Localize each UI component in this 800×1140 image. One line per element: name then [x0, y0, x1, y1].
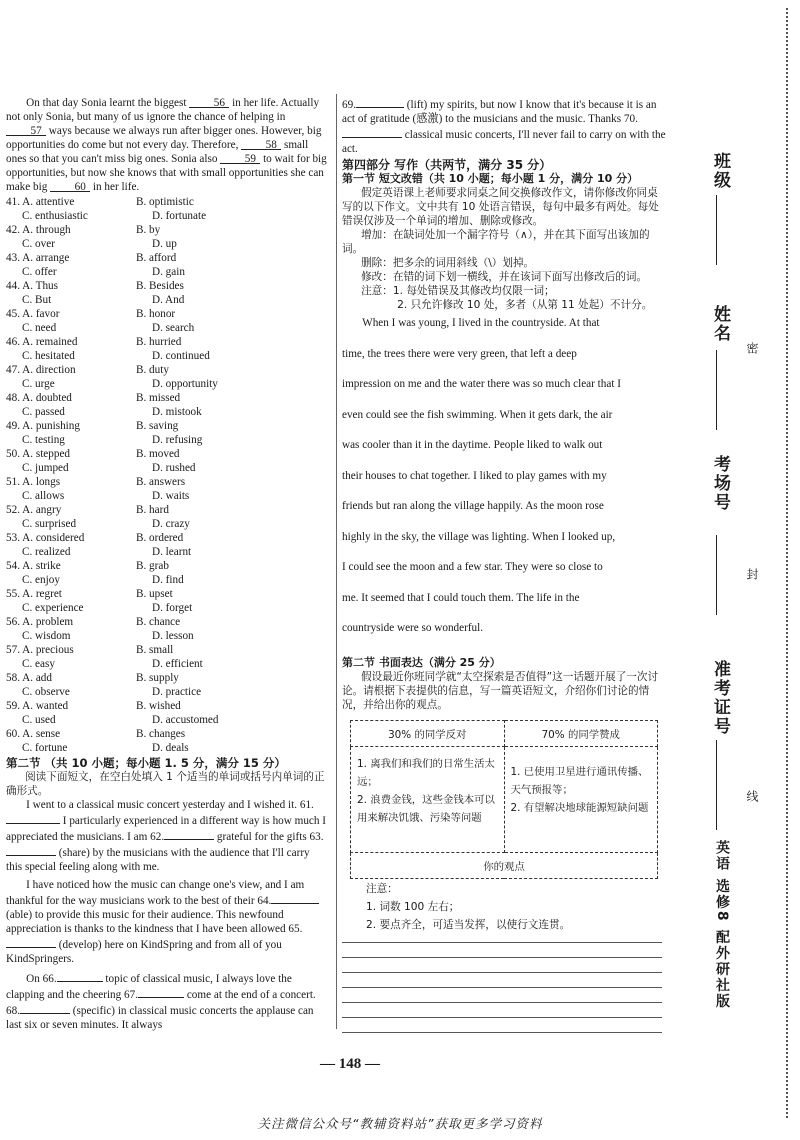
question-options-row: [6, 321, 328, 335]
option-a[interactable]: 52. A. angry: [6, 504, 62, 516]
option-d[interactable]: D. efficient: [152, 658, 203, 670]
header-against: 30% 的同学反对: [351, 721, 505, 747]
blank-56[interactable]: 56: [189, 96, 229, 108]
option-c[interactable]: C. need: [22, 322, 57, 334]
opinion-table: [350, 720, 658, 879]
question-options-row: [6, 727, 328, 741]
essay-line: When I was young, I lived in the countryside. At that: [362, 317, 600, 329]
option-a[interactable]: 57. A. precious: [6, 644, 74, 656]
option-c[interactable]: C. fortune: [22, 742, 68, 754]
blank-58[interactable]: 58: [241, 138, 281, 150]
answer-line[interactable]: [342, 972, 662, 973]
answer-line[interactable]: [342, 987, 662, 988]
page-number: — 148 —: [320, 1056, 380, 1072]
question-options-row: [6, 377, 328, 391]
option-b[interactable]: B. Besides: [136, 280, 184, 292]
option-b[interactable]: B. afford: [136, 252, 177, 264]
against-points: 1. 离我们和我们的日常生活太远； 2. 浪费金钱，这些金钱本可以用来解决饥饿、污染等问题: [351, 747, 505, 853]
question-options-row: [6, 559, 328, 573]
part-4-title: 第四部分 写作（共两节，满分 35 分）: [342, 158, 552, 172]
binding-strip: [700, 0, 800, 1140]
option-d[interactable]: D. mistook: [152, 406, 202, 418]
option-c[interactable]: C. enjoy: [22, 574, 60, 586]
option-b[interactable]: B. answers: [136, 476, 186, 488]
question-options-row: [6, 433, 328, 447]
essay-line: countryside were so wonderful.: [342, 622, 484, 634]
option-a[interactable]: 44. A. Thus: [6, 280, 59, 292]
question-options-row: [6, 601, 328, 615]
column-divider: [336, 94, 337, 1029]
question-options-row: [6, 615, 328, 629]
exam-room-label: 考场号: [710, 455, 730, 512]
option-a[interactable]: 41. A. attentive: [6, 196, 75, 208]
essay-line: me. It seemed that I could touch them. The life in the: [342, 591, 580, 604]
essay-line: highly in the sky, the village was lighting. When I looked up,: [342, 530, 616, 543]
question-options-row: [6, 461, 328, 475]
question-options-row: [6, 279, 328, 293]
option-a[interactable]: 49. A. punishing: [6, 420, 80, 432]
answer-options-list: [6, 195, 328, 755]
option-b[interactable]: B. moved: [136, 448, 180, 460]
question-options-row: [6, 629, 328, 643]
option-c[interactable]: C. easy: [22, 658, 55, 670]
option-c[interactable]: C. But: [22, 294, 52, 306]
option-b[interactable]: B. ordered: [136, 532, 184, 544]
option-a[interactable]: 46. A. remained: [6, 336, 78, 348]
option-a[interactable]: 42. A. through: [6, 224, 71, 236]
option-a[interactable]: 56. A. problem: [6, 616, 74, 628]
question-options-row: [6, 349, 328, 363]
option-c[interactable]: C. realized: [22, 546, 71, 558]
question-options-row: [6, 503, 328, 517]
option-d[interactable]: D. learnt: [152, 546, 192, 558]
right-column: [342, 96, 666, 644]
answer-line[interactable]: [342, 1017, 662, 1018]
option-b[interactable]: B. hard: [136, 504, 169, 516]
option-b[interactable]: B. optimistic: [136, 196, 194, 208]
essay-line: time, the trees there were very green, that left a deep: [342, 347, 577, 360]
opinion-row: 你的观点: [351, 853, 658, 879]
writing-instructions: 假设最近你班同学就“太空探索是否值得”这一话题开展了一次讨论。请根据下表提供的信息，写一篇英语短文，介绍你们讨论的情况，并给出你的观点。: [342, 671, 659, 711]
seal-mark-feng: 封: [745, 568, 759, 580]
option-d[interactable]: D. practice: [152, 686, 202, 698]
option-a[interactable]: 59. A. wanted: [6, 700, 69, 712]
option-d[interactable]: D. refusing: [152, 434, 203, 446]
question-options-row: [6, 643, 328, 657]
error-correction-instructions: 假定英语课上老师要求同桌之间交换修改作文，请你修改你同桌写的以下作文。文中共有 10 处语言错误，每句中最多有两处。每处错误仅涉及一个单词的增加、删除或修改。 增加：在缺词处加一个漏字符号（∧），并在其下面写出该加的词。 删除：把多余的词用斜线（\）划掉。 修改：在错的词下划一横线，并在该词下面写出修改后的词。 注意：1. 每处错误及其修改均仅限一词； 2. 只允许修改 10 处，多者（从第 11 处起）不计分。: [342, 187, 659, 311]
blank-68[interactable]: [20, 1002, 70, 1014]
option-d[interactable]: D. opportunity: [152, 378, 218, 390]
answer-line[interactable]: [342, 957, 662, 958]
ticket-number-label: 准考证号: [710, 660, 730, 736]
blank-67[interactable]: [138, 986, 184, 998]
question-options-row: [6, 587, 328, 601]
answer-line[interactable]: [342, 1032, 662, 1033]
option-c[interactable]: C. surprised: [22, 518, 77, 530]
option-c[interactable]: C. jumped: [22, 462, 69, 474]
option-d[interactable]: D. lesson: [152, 630, 194, 642]
option-c[interactable]: C. wisdom: [22, 630, 71, 642]
option-a[interactable]: 58. A. add: [6, 672, 52, 684]
question-options-row: [6, 293, 328, 307]
question-options-row: [6, 447, 328, 461]
cut-line: [786, 8, 788, 1118]
option-d[interactable]: D. accustomed: [152, 714, 219, 726]
footer-note: 关注微信公众号“教辅资料站”获取更多学习资料: [257, 1116, 543, 1131]
option-a[interactable]: 47. A. direction: [6, 364, 76, 376]
question-options-row: [6, 335, 328, 349]
option-b[interactable]: B. hurried: [136, 336, 182, 348]
essay-line: was cooler than it in the daytime. People liked to walk out: [342, 439, 603, 451]
option-a[interactable]: 48. A. doubted: [6, 392, 72, 404]
option-a[interactable]: 45. A. favor: [6, 308, 60, 320]
option-d[interactable]: D. search: [152, 322, 195, 334]
question-options-row: [6, 405, 328, 419]
blank-64[interactable]: [271, 892, 319, 904]
option-d[interactable]: D. up: [152, 238, 177, 250]
option-a[interactable]: 55. A. regret: [6, 588, 62, 600]
option-c[interactable]: C. passed: [22, 406, 65, 418]
option-b[interactable]: B. by: [136, 224, 161, 236]
ticket-write-line[interactable]: [716, 740, 717, 830]
blank-66[interactable]: [57, 970, 103, 982]
option-d[interactable]: D. crazy: [152, 518, 190, 530]
blank-69[interactable]: [356, 96, 404, 108]
question-options-row: [6, 363, 328, 377]
option-a[interactable]: 51. A. longs: [6, 476, 61, 488]
header-for: 70% 的同学赞成: [504, 721, 658, 747]
book-info: 英语 选修8 配外研社版: [714, 840, 730, 1010]
writing-title: 第二节 书面表达（满分 25 分）: [342, 656, 501, 669]
name-write-line[interactable]: [716, 350, 717, 430]
question-options-row: [6, 391, 328, 405]
error-correction-title: 第一节 短文改错（共 10 小题；每小题 1 分，满分 10 分）: [342, 172, 639, 185]
question-options-row: [6, 223, 328, 237]
writing-notes: 注意： 1. 词数 100 左右； 2. 要点齐全，可适当发挥，以使行文连贯。: [366, 883, 571, 931]
essay-line: friends but ran along the village happily. As the moon rose: [342, 500, 604, 512]
seal-mark-mi: 密: [745, 342, 759, 354]
room-write-line[interactable]: [716, 535, 717, 615]
blank-59[interactable]: 59: [220, 152, 260, 164]
blank-62[interactable]: [164, 828, 214, 840]
grammar-passage-p3-cont: 69. (lift) my spirits, but now I know that it's because it is an act of gratitude (感激) to the musicians and the music. Thanks 70. classical music concerts, I'll never fail to carry on with the act.: [342, 96, 666, 156]
question-options-row: [6, 209, 328, 223]
blank-61[interactable]: [6, 812, 60, 824]
option-c[interactable]: C. testing: [22, 434, 65, 446]
option-c[interactable]: C. experience: [22, 602, 84, 614]
section-2-instructions: 阅读下面短文，在空白处填入 1 个适当的单词或括号内单词的正确形式。: [6, 771, 325, 797]
answer-line[interactable]: [342, 942, 662, 943]
question-options-row: [6, 195, 328, 209]
option-c[interactable]: C. urge: [22, 378, 55, 390]
essay-line: I could see the moon and a few star. They were so close to: [342, 561, 603, 573]
question-options-row: [6, 251, 328, 265]
question-options-row: [6, 573, 328, 587]
option-b[interactable]: B. changes: [136, 728, 186, 740]
option-c[interactable]: C. over: [22, 238, 55, 250]
grammar-passage-p3: On 66. topic of classical music, I always love the clapping and the cheering 67. come at the end of a concert. 68. (specific) in classical music concerts the applause can last six or seven minutes. It always: [6, 970, 328, 1032]
question-options-row: [6, 531, 328, 545]
question-options-row: [6, 489, 328, 503]
option-c[interactable]: C. observe: [22, 686, 70, 698]
question-options-row: [6, 741, 328, 755]
option-c[interactable]: C. hesitated: [22, 350, 75, 362]
option-a[interactable]: 60. A. sense: [6, 728, 61, 740]
blank-70[interactable]: [342, 126, 402, 138]
option-b[interactable]: B. missed: [136, 392, 181, 404]
blank-57[interactable]: 57: [6, 124, 46, 136]
option-a[interactable]: 43. A. arrange: [6, 252, 70, 264]
option-b[interactable]: B. honor: [136, 308, 176, 320]
seal-mark-xian: 线: [745, 790, 759, 802]
question-options-row: [6, 307, 328, 321]
option-b[interactable]: B. saving: [136, 420, 179, 432]
for-points: 1. 已使用卫星进行通讯传播、天气预报等； 2. 有望解决地球能源短缺问题: [504, 747, 658, 853]
option-b[interactable]: B. wished: [136, 700, 181, 712]
blank-60[interactable]: 60: [50, 180, 90, 192]
question-options-row: [6, 657, 328, 671]
question-options-row: [6, 517, 328, 531]
option-b[interactable]: B. duty: [136, 364, 169, 376]
blank-65[interactable]: [6, 936, 56, 948]
question-options-row: [6, 475, 328, 489]
essay-line: impression on me and the water there was so much clear that I: [342, 378, 621, 390]
option-c[interactable]: C. enthusiastic: [22, 210, 88, 222]
option-d[interactable]: D. waits: [152, 490, 190, 502]
cloze-passage-tail: On that day Sonia learnt the biggest 56 in her life. Actually not only Sonia, but many of us ignore the chance of helping in 57 ways because we always run after bigger ones. However, big opportunities do come but not every day. Therefore, 58 small ones so that you can't miss big ones. Sonia also 59 to wait for big opportunities, but now she knows that with small opportunities she can make big 60 in her life.: [6, 97, 327, 193]
option-d[interactable]: D. fortunate: [152, 210, 207, 222]
question-options-row: [6, 545, 328, 559]
option-d[interactable]: D. forget: [152, 602, 193, 614]
option-b[interactable]: B. small: [136, 644, 174, 656]
option-d[interactable]: D. rushed: [152, 462, 196, 474]
class-write-line[interactable]: [716, 195, 717, 265]
question-options-row: [6, 713, 328, 727]
essay-line: even could see the fish swimming. When it gets dark, the air: [342, 408, 613, 421]
option-d[interactable]: D. find: [152, 574, 184, 586]
question-options-row: [6, 419, 328, 433]
essay-line: their houses to chat together. I liked to play games with my: [342, 469, 607, 482]
grammar-passage-p1: I went to a classical music concert yesterday and I wished it. 61. I particularly experienced in a different way is how much I appreciated the musicians. I am 62. grateful for the gifts 63. (share) by the musicians with the audience that I'll carry this special feeling along with me.: [6, 799, 327, 873]
class-label: 班级: [710, 152, 730, 190]
question-options-row: [6, 685, 328, 699]
option-c[interactable]: C. allows: [22, 490, 65, 502]
option-b[interactable]: B. grab: [136, 560, 169, 572]
answer-line[interactable]: [342, 1002, 662, 1003]
question-options-row: [6, 237, 328, 251]
question-options-row: [6, 699, 328, 713]
option-d[interactable]: D. gain: [152, 266, 185, 278]
question-options-row: [6, 671, 328, 685]
option-a[interactable]: 54. A. strike: [6, 560, 61, 572]
left-column: [6, 96, 328, 1032]
blank-63[interactable]: [6, 844, 56, 856]
option-c[interactable]: C. offer: [22, 266, 57, 278]
option-b[interactable]: B. upset: [136, 588, 173, 600]
option-a[interactable]: 53. A. considered: [6, 532, 85, 544]
option-c[interactable]: C. used: [22, 714, 56, 726]
question-options-row: [6, 265, 328, 279]
writing-section: [342, 656, 666, 712]
error-correction-essay: [342, 308, 666, 644]
section-2-title: 第二节 （共 10 小题；每小题 1. 5 分，满分 15 分）: [6, 756, 286, 770]
option-d[interactable]: D. continued: [152, 350, 210, 362]
option-b[interactable]: B. supply: [136, 672, 179, 684]
name-label: 姓名: [710, 305, 730, 343]
option-a[interactable]: 50. A. stepped: [6, 448, 71, 460]
grammar-passage-p2: I have noticed how the music can change one's view, and I am thankful for the way musicians work to the best of their 64. (able) to provide this music for their audience. This newfound appreciation is thanks to the kindness that I have been allowed 65. (develop) here on KindSpring and from all of you KindSpringers.: [6, 878, 328, 966]
option-d[interactable]: D. And: [152, 294, 185, 306]
option-d[interactable]: D. deals: [152, 742, 189, 754]
option-b[interactable]: B. chance: [136, 616, 181, 628]
